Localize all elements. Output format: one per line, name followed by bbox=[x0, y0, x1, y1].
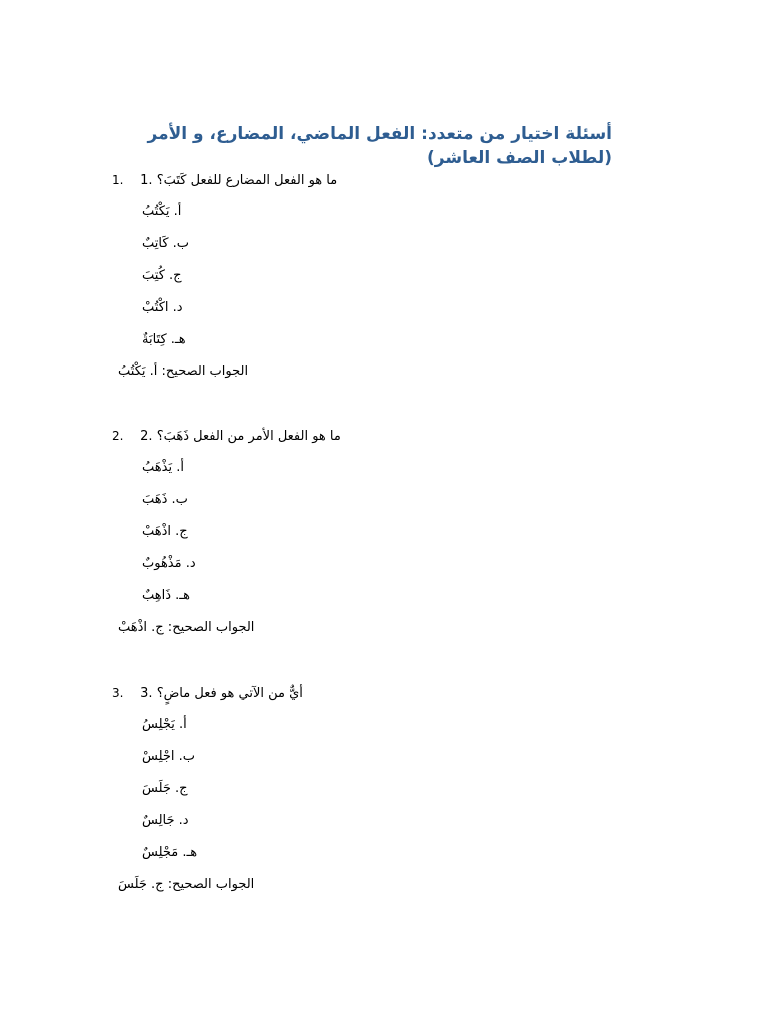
option-a bbox=[142, 196, 702, 228]
option-label: هـ. مَجْلِسٌ bbox=[142, 845, 198, 860]
question-1 bbox=[112, 170, 672, 388]
option-label: أ. يَكْتُبُ bbox=[142, 204, 182, 219]
question-row bbox=[112, 426, 672, 446]
correct-answer bbox=[118, 612, 678, 644]
title-line-1: أسئلة اختيار من متعدد: الفعل الماضي، المضارع، و الأمر bbox=[147, 124, 612, 144]
question-3 bbox=[112, 683, 672, 901]
correct-answer bbox=[118, 869, 678, 901]
option-label: ب. اجْلِسْ bbox=[142, 749, 196, 764]
question-number: 3. bbox=[140, 686, 153, 701]
answer-text: الجواب الصحيح: أ. يَكْتُبُ bbox=[118, 364, 249, 379]
option-a bbox=[142, 709, 702, 741]
question-2 bbox=[112, 426, 672, 644]
option-label: ج. جَلَسَ bbox=[142, 781, 188, 796]
option-label: ب. كَاتِبٌ bbox=[142, 236, 190, 251]
option-label: أ. يَذْهَبُ bbox=[142, 460, 184, 475]
question-row bbox=[112, 683, 672, 703]
option-d bbox=[142, 805, 702, 837]
option-label: هـ. ذَاهِبٌ bbox=[142, 588, 190, 603]
option-label: د. مَذْهُوبٌ bbox=[142, 556, 196, 571]
option-b bbox=[142, 741, 702, 773]
option-c bbox=[142, 260, 702, 292]
list-number: 1. bbox=[112, 173, 124, 187]
option-label: ج. اذْهَبْ bbox=[142, 524, 188, 539]
question-number: 1. bbox=[140, 173, 153, 188]
option-b bbox=[142, 228, 702, 260]
option-label: ب. ذَهَبَ bbox=[142, 492, 188, 507]
option-d bbox=[142, 292, 702, 324]
option-label: أ. يَجْلِسُ bbox=[142, 717, 187, 732]
option-b bbox=[142, 484, 702, 516]
question-number: 2. bbox=[140, 429, 153, 444]
option-c bbox=[142, 773, 702, 805]
option-label: د. جَالِسٌ bbox=[142, 813, 189, 828]
option-c bbox=[142, 516, 702, 548]
answer-text: الجواب الصحيح: ج. جَلَسَ bbox=[118, 877, 255, 892]
option-e bbox=[142, 837, 702, 869]
option-label: د. اكْتُبْ bbox=[142, 300, 183, 315]
question-text: ما هو الفعل الأمر من الفعل ذَهَبَ؟ bbox=[156, 429, 341, 444]
list-number: 3. bbox=[112, 686, 124, 700]
option-e bbox=[142, 580, 702, 612]
answer-text: الجواب الصحيح: ج. اذْهَبْ bbox=[118, 620, 255, 635]
question-row bbox=[112, 170, 672, 190]
question-text: ما هو الفعل المضارع للفعل كَتَبَ؟ bbox=[156, 173, 338, 188]
title-line-2: (لطلاب الصف العاشر) bbox=[427, 148, 612, 168]
option-a bbox=[142, 452, 702, 484]
correct-answer bbox=[118, 356, 678, 388]
option-label: ج. كُتِبَ bbox=[142, 268, 182, 283]
option-label: هـ. كِتَابَةٌ bbox=[142, 332, 186, 347]
document-title bbox=[112, 122, 612, 170]
list-number: 2. bbox=[112, 429, 124, 443]
option-d bbox=[142, 548, 702, 580]
question-text: أيٌّ من الآتي هو فعل ماضٍ؟ bbox=[156, 686, 303, 701]
option-e bbox=[142, 324, 702, 356]
